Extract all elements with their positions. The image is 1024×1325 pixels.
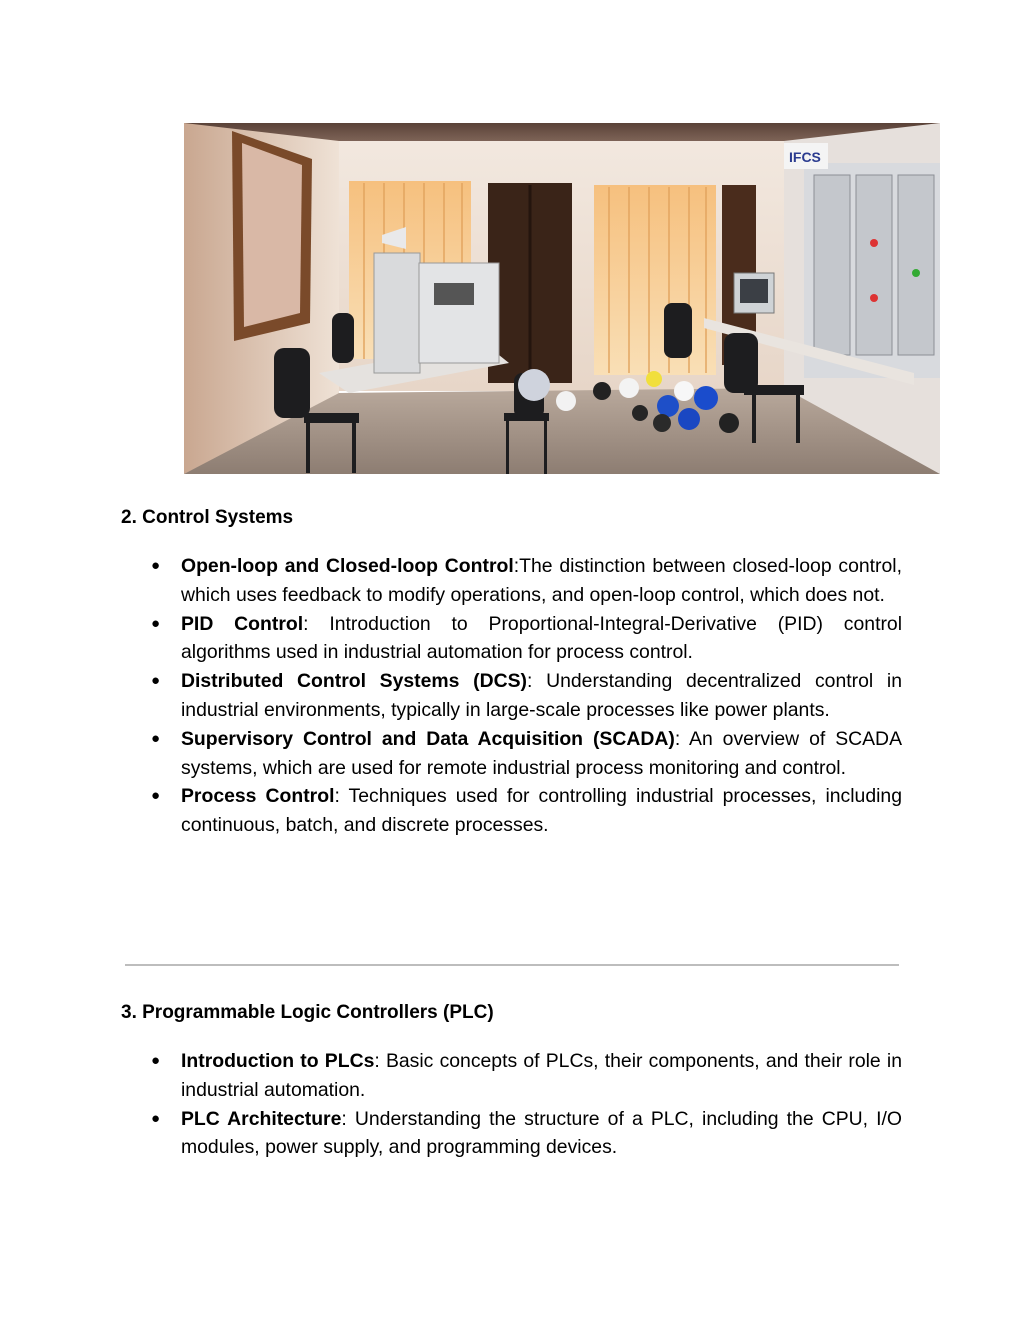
list-item-term: Process Control (181, 785, 335, 808)
list-item-term: Distributed Control Systems (DCS) (181, 670, 528, 693)
list-item (150, 1105, 902, 1163)
list-item-text: : Understanding the structure of a PLC, including the CPU, I/O modules, power supply, and programming devices. (181, 1107, 902, 1159)
list-item-term: PLC Architecture (181, 1107, 342, 1130)
list-item (150, 1047, 902, 1105)
list-item-term: Open-loop and Closed-loop Control (181, 555, 514, 577)
list-item (150, 782, 902, 840)
list-item-text: : Techniques used for controlling industrial processes, including continuous, batch, and discrete processes. (181, 785, 902, 837)
list-item-text: :The distinction between closed-loop control, which uses feedback to modify operations, and open-loop control, which does not. (181, 555, 902, 606)
bullet-icon: ● (151, 729, 161, 747)
list-item-term: Introduction to PLCs (181, 1050, 375, 1072)
plc-list (150, 1047, 902, 1162)
horizontal-divider (125, 964, 899, 966)
bullet-icon: ● (151, 787, 161, 805)
bullet-icon: ● (151, 557, 161, 574)
sign-text: IFCS (789, 149, 821, 165)
list-item (150, 552, 902, 610)
classroom-photo-icon (184, 123, 940, 474)
bullet-icon: ● (151, 1109, 161, 1127)
section-heading-plc: 3. Programmable Logic Controllers (PLC) (121, 1002, 494, 1023)
list-item-text: : Understanding decentralized control in industrial environments, typically in large-scale processes like power plants. (181, 670, 902, 721)
list-item-text: : An overview of SCADA systems, which are used for remote industrial process monitoring and control. (181, 727, 902, 779)
list-item (150, 667, 902, 725)
list-item-term: Supervisory Control and Data Acquisition (SCADA) (181, 727, 675, 750)
list-item-text: : Introduction to Proportional-Integral-Derivative (PID) control algorithms used in industrial automation for process control. (181, 612, 903, 664)
bullet-icon: ● (151, 614, 161, 632)
bullet-icon: ● (151, 672, 161, 690)
list-item (150, 610, 902, 668)
lab-room-photo (184, 123, 940, 474)
list-item-text: : Basic concepts of PLCs, their components, and their role in industrial automation. (181, 1050, 902, 1101)
bullet-icon: ● (151, 1052, 161, 1069)
section-heading-control-systems: 2. Control Systems (121, 507, 294, 528)
list-item (150, 725, 902, 783)
control-systems-list (150, 552, 902, 840)
list-item-term: PID Control (181, 612, 304, 635)
